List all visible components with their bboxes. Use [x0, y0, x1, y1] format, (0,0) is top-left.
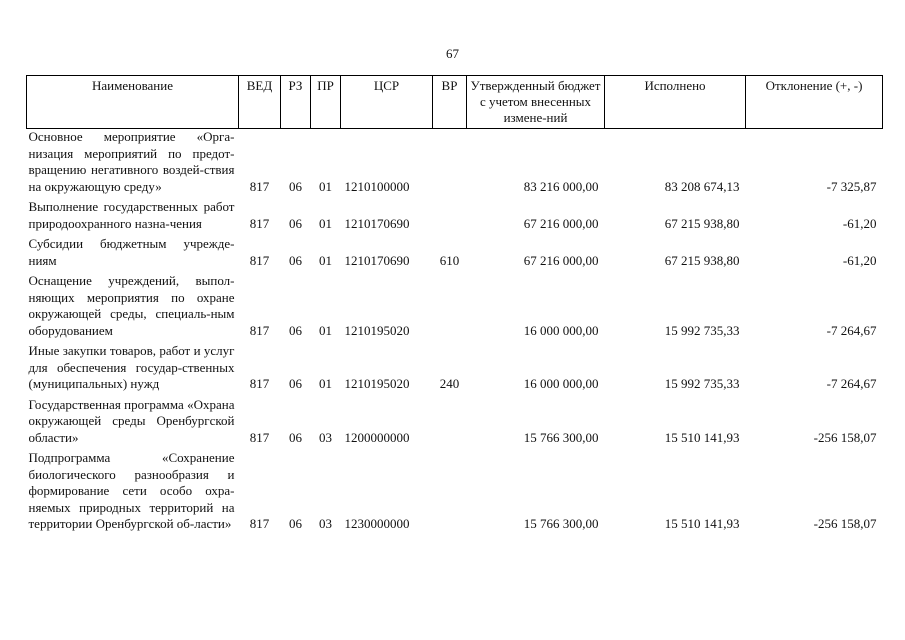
row-csr: 1210195020 [344, 376, 410, 391]
row-executed: 15 992 735,33 [664, 376, 740, 391]
row-budget: 15 766 300,00 [523, 429, 599, 445]
row-vr [433, 199, 467, 236]
page-number: 67 [446, 46, 459, 61]
row-name: Выполнение государственных работ природоохранного назна-чения [28, 199, 235, 231]
row-deviation: -7 264,67 [826, 376, 877, 391]
row-executed: 67 215 938,80 [664, 215, 740, 231]
header-vr: ВР [433, 76, 467, 129]
table-header-row [27, 76, 883, 129]
row-name: Субсидии бюджетным учрежде-ниям [28, 236, 235, 268]
row-vr [433, 273, 467, 343]
row-rz: 06 [289, 215, 302, 231]
table-row [27, 199, 883, 236]
row-ved: 817 [249, 429, 270, 445]
table-row [27, 273, 883, 343]
budget-table [26, 75, 883, 537]
row-csr: 1210100000 [344, 178, 410, 194]
header-executed: Исполнено [605, 76, 746, 129]
header-ved: ВЕД [239, 76, 281, 129]
row-executed: 67 215 938,80 [664, 252, 740, 268]
row-name: Государственная программа «Охрана окружающей среды Оренбургской области» [28, 396, 235, 445]
row-executed: 83 208 674,13 [664, 178, 740, 194]
header-name: Наименование [27, 76, 239, 129]
row-pr: 01 [319, 215, 332, 231]
header-csr: ЦСР [341, 76, 433, 129]
row-csr: 1200000000 [344, 429, 410, 445]
header-deviation: Отклонение (+, -) [746, 76, 883, 129]
row-executed: 15 510 141,93 [664, 516, 740, 531]
row-ved: 817 [249, 215, 270, 231]
row-ved: 817 [249, 252, 270, 268]
row-name: Основное мероприятие «Орга-низация мероприятий по предот-вращению негативного воздей-ствия на окружающую среду» [28, 129, 235, 194]
row-deviation: -7 264,67 [826, 322, 877, 338]
row-name: Иные закупки товаров, работ и услуг для обеспечения государ-ственных (муниципальных) нужд [28, 343, 235, 391]
row-budget: 67 216 000,00 [523, 252, 599, 268]
table-row [27, 450, 883, 537]
row-pr: 01 [319, 178, 332, 194]
row-vr: 240 [439, 376, 460, 391]
row-ved: 817 [249, 376, 270, 391]
row-pr: 01 [319, 376, 332, 391]
row-budget: 15 766 300,00 [523, 516, 599, 531]
row-ved: 817 [249, 322, 270, 338]
row-vr: 610 [439, 252, 460, 268]
row-budget: 16 000 000,00 [523, 322, 599, 338]
row-executed: 15 992 735,33 [664, 322, 740, 338]
row-rz: 06 [289, 252, 302, 268]
row-pr: 03 [319, 516, 332, 531]
row-vr [433, 397, 467, 451]
header-pr: ПР [311, 76, 341, 129]
row-deviation: -256 158,07 [813, 429, 877, 445]
row-rz: 06 [289, 429, 302, 445]
row-budget: 67 216 000,00 [523, 215, 599, 231]
header-rz: РЗ [281, 76, 311, 129]
row-executed: 15 510 141,93 [664, 429, 740, 445]
row-rz: 06 [289, 322, 302, 338]
table-row [27, 129, 883, 200]
row-vr [433, 450, 467, 537]
row-pr: 03 [319, 429, 332, 445]
row-csr: 1210195020 [344, 322, 410, 338]
row-csr: 1210170690 [344, 252, 410, 268]
row-ved: 817 [249, 516, 270, 531]
row-deviation: -256 158,07 [813, 516, 877, 531]
table-row [27, 397, 883, 451]
row-csr: 1210170690 [344, 215, 410, 231]
row-deviation: -61,20 [842, 215, 877, 231]
row-vr [433, 129, 467, 200]
header-budget: Утвержденный бюджет с учетом внесенных измене-ний [467, 76, 605, 129]
row-deviation: -7 325,87 [826, 178, 877, 194]
row-pr: 01 [319, 252, 332, 268]
table-row [27, 343, 883, 397]
row-csr: 1230000000 [344, 516, 410, 531]
row-rz: 06 [289, 178, 302, 194]
row-deviation: -61,20 [842, 252, 877, 268]
row-name: Оснащение учреждений, выпол-няющих мероприятия по охране окружающей среды, специаль-ным оборудованием [28, 273, 235, 338]
row-pr: 01 [319, 322, 332, 338]
row-budget: 16 000 000,00 [523, 376, 599, 391]
row-budget: 83 216 000,00 [523, 178, 599, 194]
row-ved: 817 [249, 178, 270, 194]
row-name: Подпрограмма «Сохранение биологического разнообразия и формирование сети особо охра-няемых природных территорий на территории Оренбургской об-ласти» [28, 450, 235, 531]
table-row [27, 236, 883, 273]
row-rz: 06 [289, 516, 302, 531]
row-rz: 06 [289, 376, 302, 391]
